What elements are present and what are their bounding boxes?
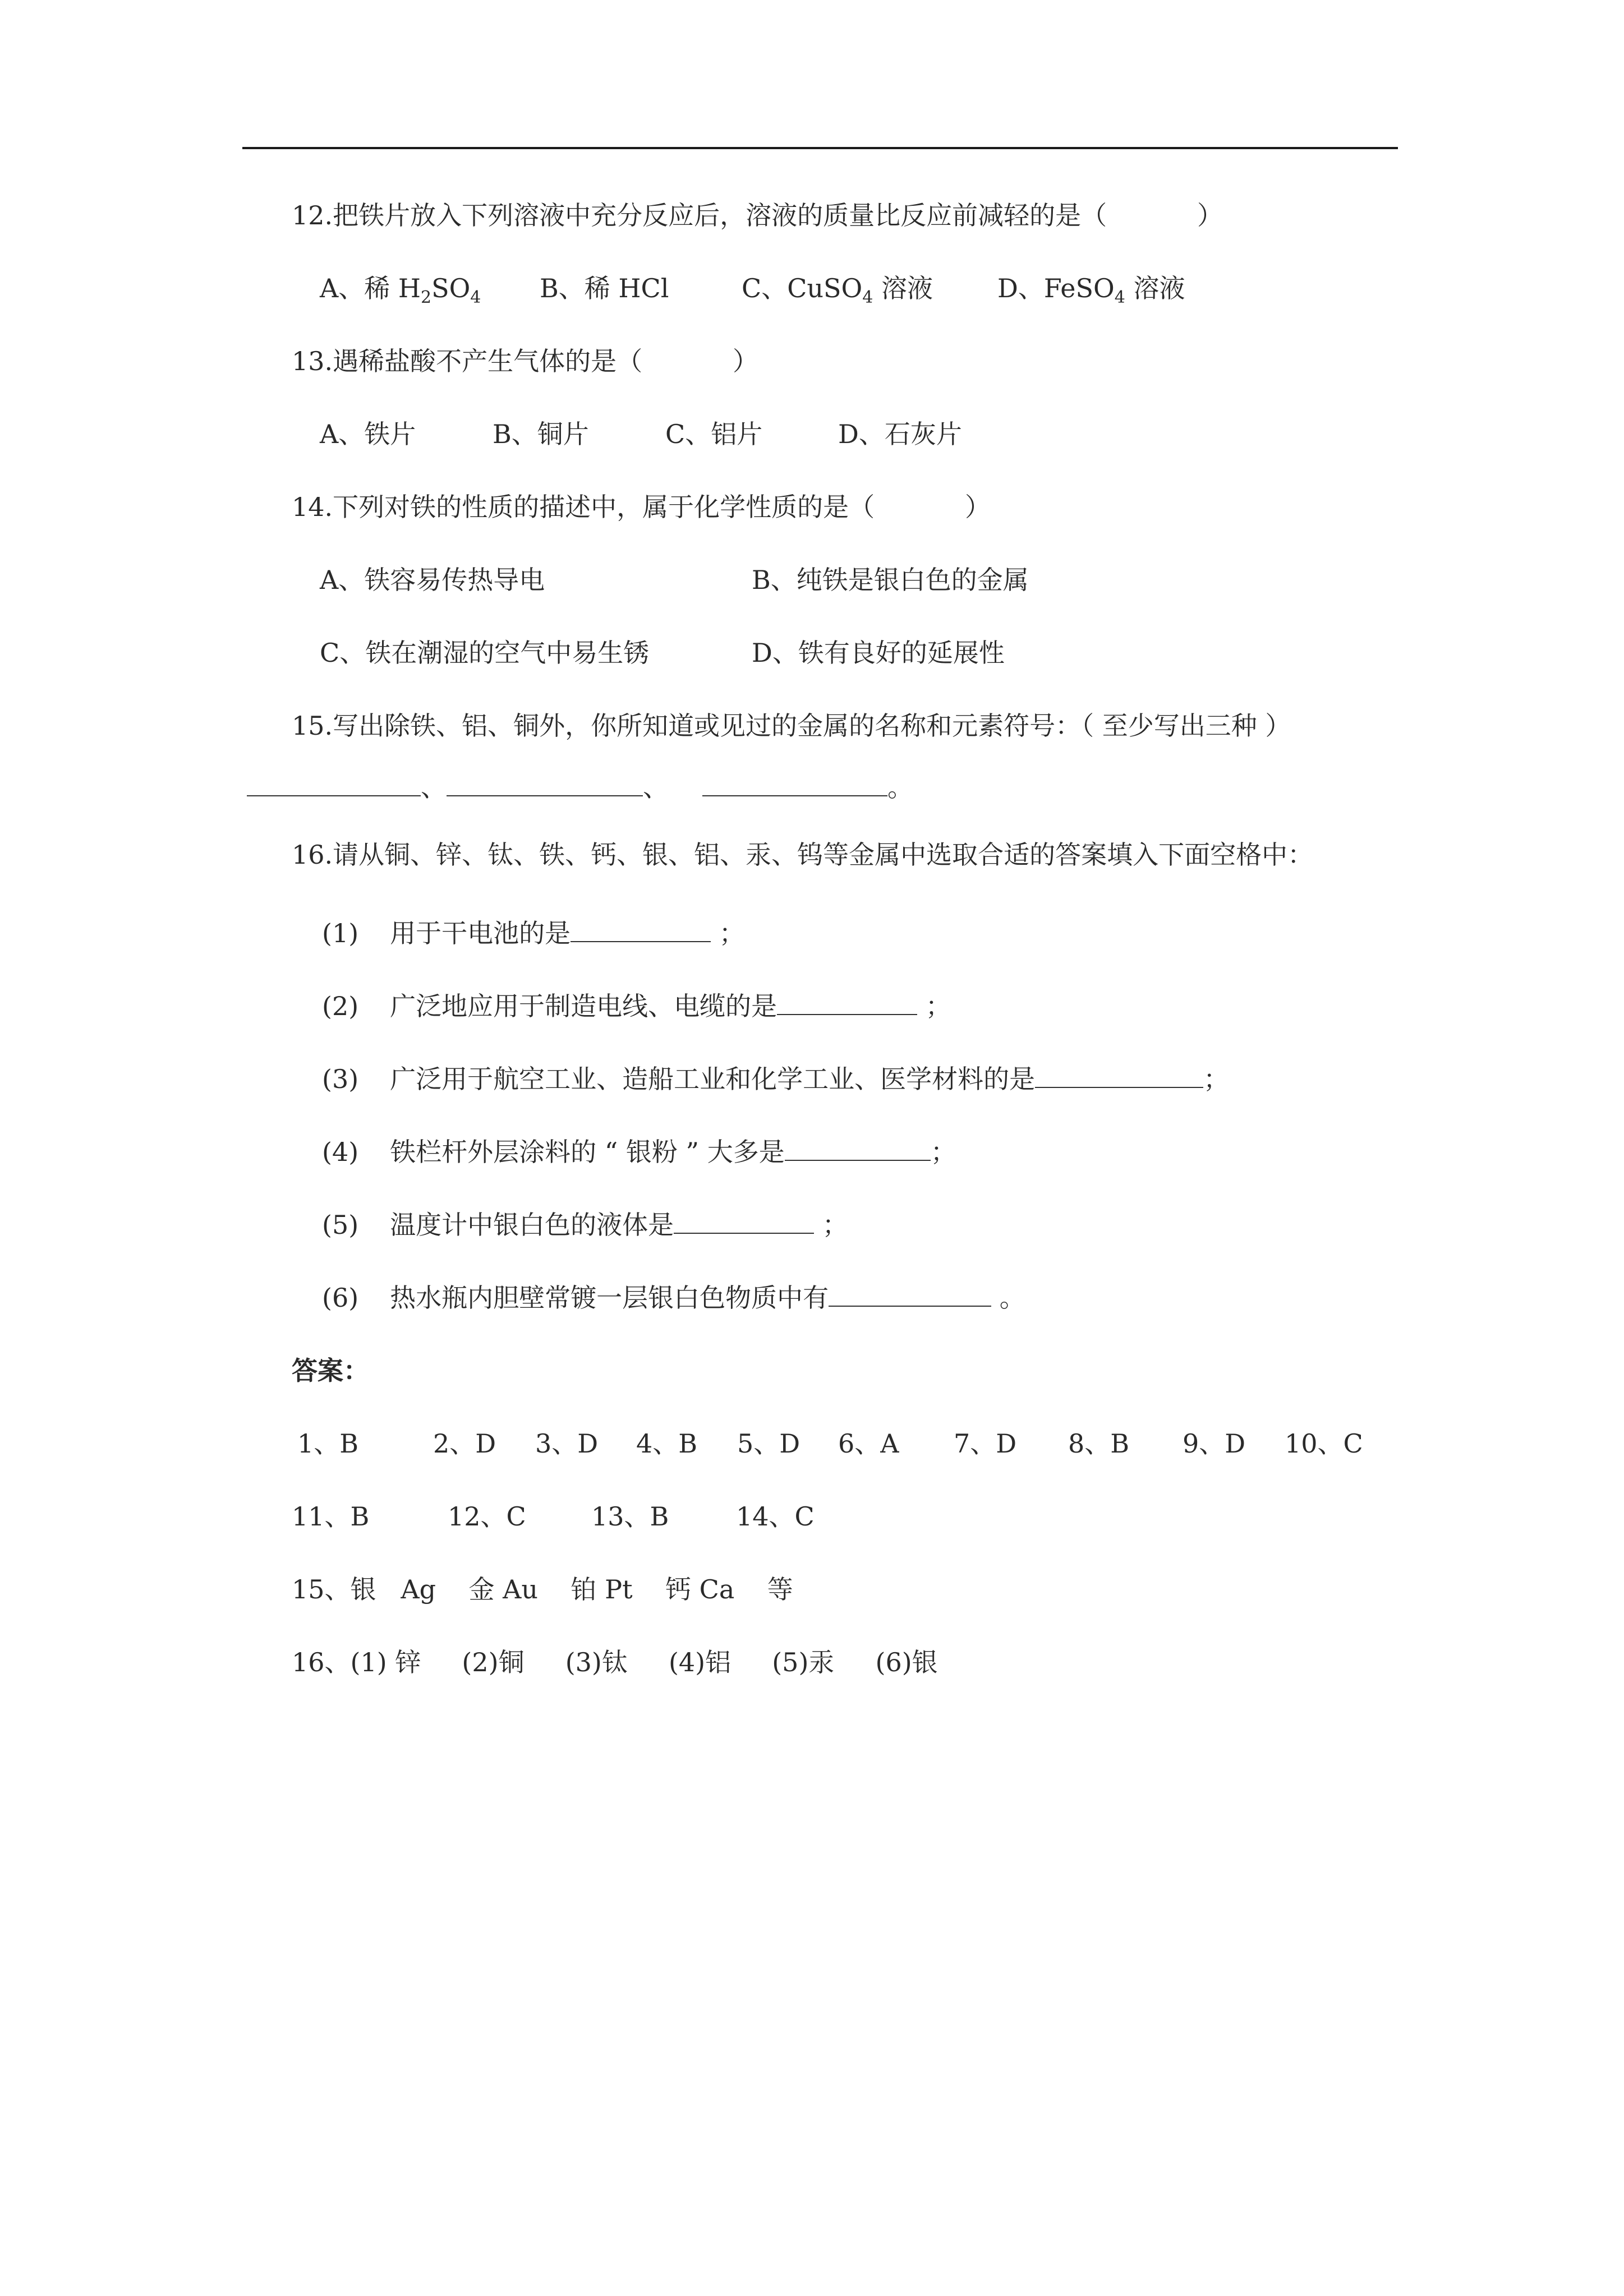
q13-stem: 13.遇稀盐酸不产生气体的是（ ） [292,346,758,376]
answer-row-1: 10、C [1285,1428,1363,1459]
q16-item-1: (1) 用于干电池的是 ； [322,916,745,950]
answer-row-2: 12、C [448,1501,526,1532]
q15-blanks: 、 、 。 [247,771,913,804]
q16-stem: 16.请从铜、锌、钛、铁、钙、银、铝、汞、钨等金属中选取合适的答案填入下面空格中： [292,840,1314,870]
answer-blank[interactable] [447,771,643,796]
q12-option-b: B、稀 HCl [540,273,669,303]
q14-option-d: D、铁有良好的延展性 [752,638,1005,668]
answer-blank[interactable] [785,1135,931,1161]
q14-option-b: B、纯铁是银白色的金属 [752,565,1029,595]
q14-stem: 14.下列对铁的性质的描述中，属于化学性质的是（ ） [292,492,991,522]
answer-blank[interactable] [1035,1062,1203,1088]
q14-option-a: A、铁容易传热导电 [320,565,545,595]
q16-item-2: (2) 广泛地应用于制造电线、电缆的是 ； [322,989,951,1023]
q12-option-c: C、CuSO$_4$ 溶液 [742,273,933,307]
answer-row-4: 16、(1) 锌 (2)铜 (3)钛 (4)铝 (5)汞 (6)银 [292,1647,938,1677]
answer-row-1: 5、D [737,1428,801,1459]
answer-row-1: 6、A [838,1428,899,1459]
q12-option-a: A、稀 $H_2SO_4$ [320,273,481,307]
q12-option-d: D、FeSO$_4$ 溶液 [997,273,1185,307]
answer-blank[interactable] [829,1281,991,1307]
q16-item-3: (3) 广泛用于航空工业、造船工业和化学工业、医学材料的是 ； [322,1062,1229,1096]
answer-blank[interactable] [674,1208,814,1234]
q15-stem: 15.写出除铁、铝、铜外，你所知道或见过的金属的名称和元素符号：（ 至少写出三种 ） [292,711,1291,741]
answer-row-1: 3、D [535,1428,599,1459]
q13-option-c: C、铝片 [665,419,763,449]
q14-option-c: C、铁在潮湿的空气中易生锈 [320,638,650,668]
q16-item-6: (6) 热水瓶内胆壁常镀一层银白色物质中有 。 [322,1281,1025,1315]
q16-item-4: (4) 铁栏杆外层涂料的 “ 银粉 ” 大多是 ； [322,1135,956,1169]
q16-item-5: (5) 温度计中银白色的液体是 ； [322,1208,848,1242]
answer-blank[interactable] [777,989,917,1015]
answers-heading: 答案： [292,1356,369,1386]
q13-option-d: D、石灰片 [838,419,962,449]
answer-blank[interactable] [571,916,711,942]
header-rule [242,147,1398,149]
answer-row-2: 13、B [591,1501,669,1532]
answer-row-2: 14、C [736,1501,815,1532]
answer-row-1: 9、D [1183,1428,1246,1459]
q13-option-b: B、铜片 [493,419,589,449]
answer-row-1: 1、B [297,1428,359,1459]
q13-option-a: A、铁片 [320,419,416,449]
answer-blank[interactable] [247,771,421,796]
answer-row-1: 8、B [1068,1428,1130,1459]
answer-row-1: 4、B [636,1428,698,1459]
answer-row-2: 11、B [292,1501,370,1532]
answer-row-1: 7、D [954,1428,1017,1459]
answer-blank[interactable] [702,771,887,796]
q12-stem: 12.把铁片放入下列溶液中充分反应后，溶液的质量比反应前减轻的是（ ） [292,200,1223,230]
answer-row-1: 2、D [433,1428,496,1459]
answer-row-3: 15、银 Ag 金 Au 铂 Pt 钙 Ca 等 [292,1574,793,1605]
